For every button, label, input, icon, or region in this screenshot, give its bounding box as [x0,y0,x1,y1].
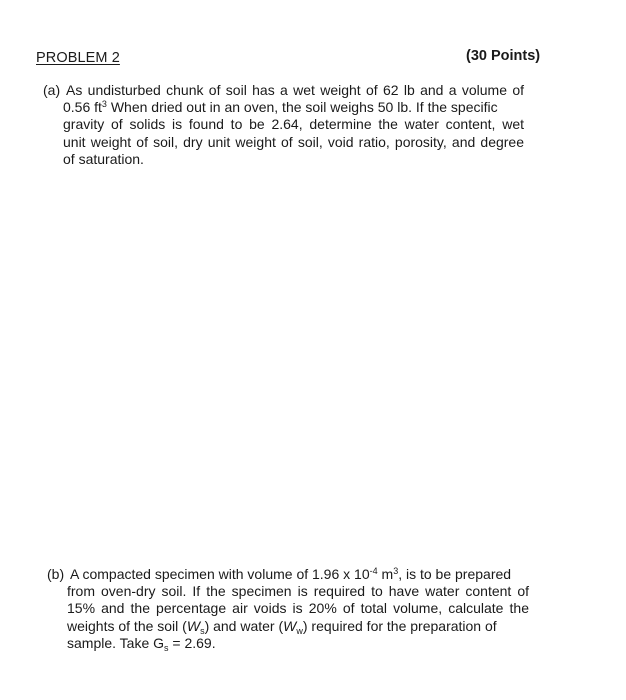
part-b-label: (b) [47,566,65,582]
part-a-line: of saturation. [63,150,144,167]
part-b-line: from oven-dry soil. If the specimen is required to have water content of [67,583,529,600]
volume-value: 0.56 ft [63,99,102,116]
unit-exponent: 3 [393,566,399,576]
ww-subscript: w [296,625,303,636]
part-b-line [47,635,529,652]
part-b-unit: m [377,566,394,582]
part-a [43,82,524,168]
part-a-line: As undisturbed chunk of soil has a wet weight of 62 lb and a volume of [66,82,524,98]
volume-exponent: 3 [101,99,107,110]
part-b-line: 15% and the percentage air voids is 20% of total volume, calculate the [67,600,529,617]
problem-heading: PROBLEM 2 [36,50,120,66]
part-b-line [47,618,529,635]
ww-symbol: W [283,617,297,634]
part-b-text: ) required for the preparation of [302,617,497,634]
ws-symbol: W [186,617,201,634]
part-b-text: ) and water ( [204,617,284,634]
points-label: (30 Points) [466,48,541,64]
part-a-line: gravity of solids is found to be 2.64, determine the water content, wet [63,116,524,133]
gs-subscript: s [164,642,169,653]
part-a-label: (a) [43,82,61,98]
part-a-line: unit weight of soil, dry unit weight of soil, void ratio, porosity, and degree [63,133,524,150]
part-a-line-text: When dried out in an oven, the soil weighs 50 lb. If the specific [110,99,498,116]
part-b-line [47,566,529,583]
part-b-text: weights of the soil ( [67,617,187,634]
part-b-text: sample. Take G [67,634,165,651]
part-b [47,566,529,652]
part-a-line [43,99,524,116]
part-b-text: A compacted specimen with volume of 1.96 x 10 [70,566,370,582]
part-b-text: = 2.69. [168,634,216,651]
part-b-text: , is to be prepared [398,566,512,582]
volume-exponent: -4 [369,566,378,576]
ws-subscript: s [200,625,205,636]
